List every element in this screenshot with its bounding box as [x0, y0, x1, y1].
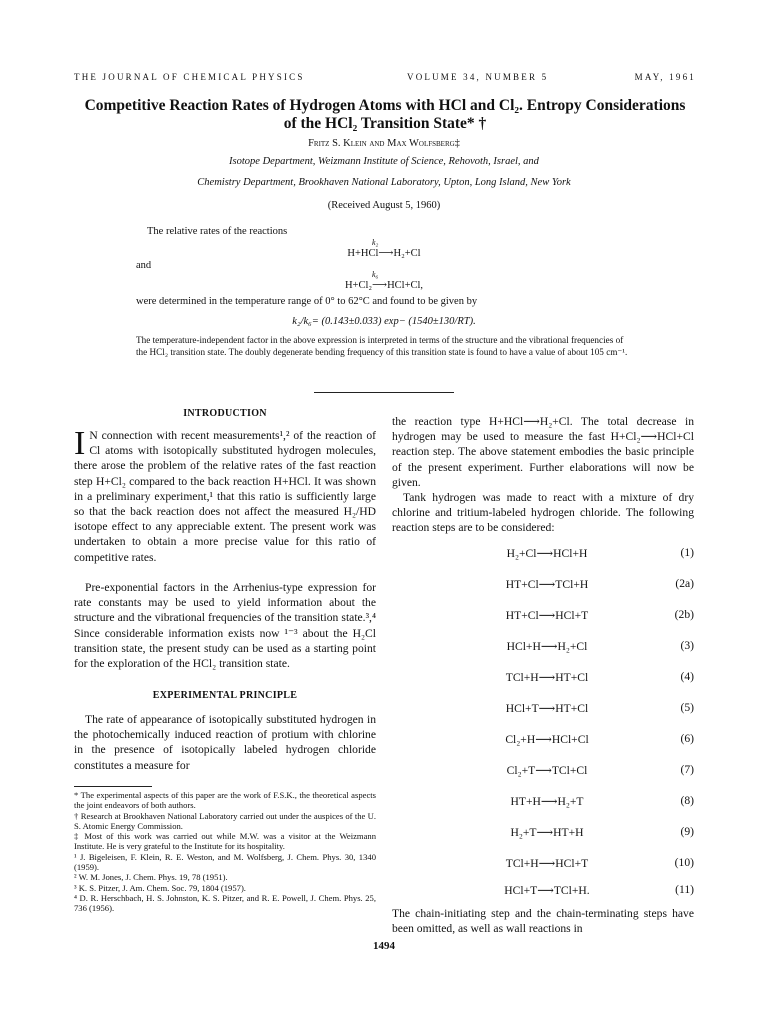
footnote: ² W. M. Jones, J. Chem. Phys. 19, 78 (1951). [74, 872, 228, 883]
footnote: * The experimental aspects of this paper are the work of F.S.K., the theoretical aspects the joint endeavors of both authors. [74, 790, 376, 811]
affiliation-2: Chemistry Department, Brookhaven National Laboratory, Upton, Long Island, New York [197, 177, 571, 188]
experimental-paragraph-1: The rate of appearance of isotopically substituted hydrogen in the photochemically induced reaction of protium with chlorine in the presence of isotopically labeled hydrogen chloride constitutes a measure for [74, 713, 376, 772]
equation-number: (1) [680, 546, 694, 559]
page-number: 1494 [373, 940, 395, 952]
equation-text: Cl₂+T⟶TCl+Cl [506, 764, 588, 777]
footnote: ⁴ D. R. Herschbach, H. S. Johnston, K. S. Pitzer, and R. E. Powell, J. Chem. Phys. 25, 736 (1956). [74, 892, 376, 914]
equation-number: (9) [680, 825, 694, 838]
abstract-reaction-2: H+Cl₂⟶HCl+Cl, [344, 280, 424, 291]
footnote: ³ K. S. Pitzer, J. Am. Chem. Soc. 79, 1804 (1957). [74, 882, 246, 893]
equation-number: (3) [680, 639, 694, 652]
right-paragraph-3: The chain-initiating step and the chain-terminating steps have been omitted, as well as wall reactions in [392, 907, 694, 936]
received-date: (Received August 5, 1960) [327, 200, 441, 211]
abstract-determined: were determined in the temperature range of 0° to 62°C and found to be given by [136, 296, 478, 307]
equation-number: (2b) [674, 608, 694, 621]
equation-text: Cl₂+H⟶HCl+Cl [505, 733, 589, 746]
right-paragraph-1: the reaction type H+HCl⟶H₂+Cl. The total decrease in hydrogen may be used to measure the fast H+Cl₂⟶HCl+Cl reaction step. The above statement embodies the basic principle of the present experiment. Further elaborations will now be given. [392, 415, 694, 489]
equation-number: (2a) [675, 577, 694, 590]
equation-number: (6) [680, 732, 694, 745]
footnote: ¹ J. Bigeleisen, F. Klein, R. E. Weston, and M. Wolfsberg, J. Chem. Phys. 30, 1340 (1959). [74, 851, 376, 873]
abstract-reaction-1: H+HCl⟶H₂+Cl [347, 248, 421, 259]
equation-text: HT+H⟶H₂+T [510, 795, 584, 808]
heading-experimental-principle: EXPERIMENTAL PRINCIPLE [152, 690, 298, 701]
rate-constant-k6: k₆ [372, 270, 379, 279]
equation-text: TCl+H⟶HT+Cl [505, 671, 589, 684]
footnotes [74, 790, 376, 914]
equation-text: HCl+T⟶TCl+H. [504, 884, 590, 897]
introduction-paragraph-2: Pre-exponential factors in the Arrhenius-type expression for rate constants may be used to yield information about the structure and the vibrational frequencies of the transition state.³,⁴ Since considerable information exists now ¹⁻³ about the H₂Cl transition state, the present study can be used as a starting point for the exploration of the HCl₂ transition state. [74, 581, 376, 671]
equation-number: (11) [675, 883, 694, 896]
right-paragraph-2: Tank hydrogen was made to react with a mixture of dry chlorine and tritium-labeled hydrogen chloride. The following reaction steps are to be considered: [392, 491, 694, 535]
equation-number: (5) [680, 701, 694, 714]
drop-cap: I [74, 425, 86, 462]
abstract-rate-ratio: k₂/k₆= (0.143±0.033) exp− (1540±130/RT). [292, 316, 476, 327]
equation-number: (10) [674, 856, 694, 869]
affiliation-1: Isotope Department, Weizmann Institute of Science, Rehovoth, Israel, and [229, 156, 539, 167]
volume-number: VOLUME 34, NUMBER 5 [407, 72, 549, 82]
equation-text: H₂+T⟶HT+H [510, 826, 584, 839]
issue-date: MAY, 1961 [634, 72, 696, 82]
journal-name: THE JOURNAL OF CHEMICAL PHYSICS [74, 72, 305, 82]
equation-text: HT+Cl⟶HCl+T [505, 609, 589, 622]
section-divider [314, 392, 454, 393]
equation-text: HT+Cl⟶TCl+H [505, 578, 589, 591]
equation-text: H₂+Cl⟶HCl+H [506, 547, 588, 560]
intro-text-1: N connection with recent measurements¹,² of the reaction of Cl atoms with isotopically substituted hydrogen molecules, there arose the problem of the relative rates of the fast reaction step H+Cl₂ compared to the back reaction H+HCl. It was shown in a preliminary experiment,¹ that this ratio is sufficiently large so that the back reaction does not affect the measured H₂/HD isotope effect to any appreciable extent. The present work was undertaken to obtain a more precise value for this ratio of competitive rates. [74, 429, 376, 564]
abstract-intro: The relative rates of the reactions [147, 226, 288, 237]
paper-title [60, 97, 710, 133]
abstract-and: and [136, 260, 152, 271]
footnote: † Research at Brookhaven National Laboratory carried out under the auspices of the U. S. Atomic Energy Commission. [74, 810, 376, 831]
introduction-paragraph-1 [74, 425, 376, 565]
title-line-1: Competitive Reaction Rates of Hydrogen Atoms with HCl and Cl₂. Entropy Considerations [84, 97, 686, 114]
heading-introduction: INTRODUCTION [183, 408, 267, 419]
equation-number: (7) [680, 763, 694, 776]
equation-number: (4) [680, 670, 694, 683]
footnote: ‡ Most of this work was carried out while M.W. was a visitor at the Weizmann Institute. He is very grateful to the Institute for its hospitality. [74, 831, 376, 852]
rate-constant-k2: k₂ [372, 238, 379, 247]
authors: Fritz S. Klein and Max Wolfsberg‡ [308, 138, 460, 149]
equation-text: HCl+T⟶HT+Cl [505, 702, 589, 715]
title-line-2: of the HCl₂ Transition State* † [283, 115, 487, 132]
equation-text: HCl+H⟶H₂+Cl [506, 640, 588, 653]
equation-text: TCl+H⟶HCl+T [505, 857, 589, 870]
footnote-divider [74, 786, 152, 787]
abstract-paragraph: The temperature-independent factor in the above expression is interpreted in terms of the structure and the vibrational frequencies of the HCl₂ transition state. The doubly degenerate bending frequency of this transition state is found to have a value of about 105 cm⁻¹. [136, 335, 628, 357]
equation-number: (8) [680, 794, 694, 807]
